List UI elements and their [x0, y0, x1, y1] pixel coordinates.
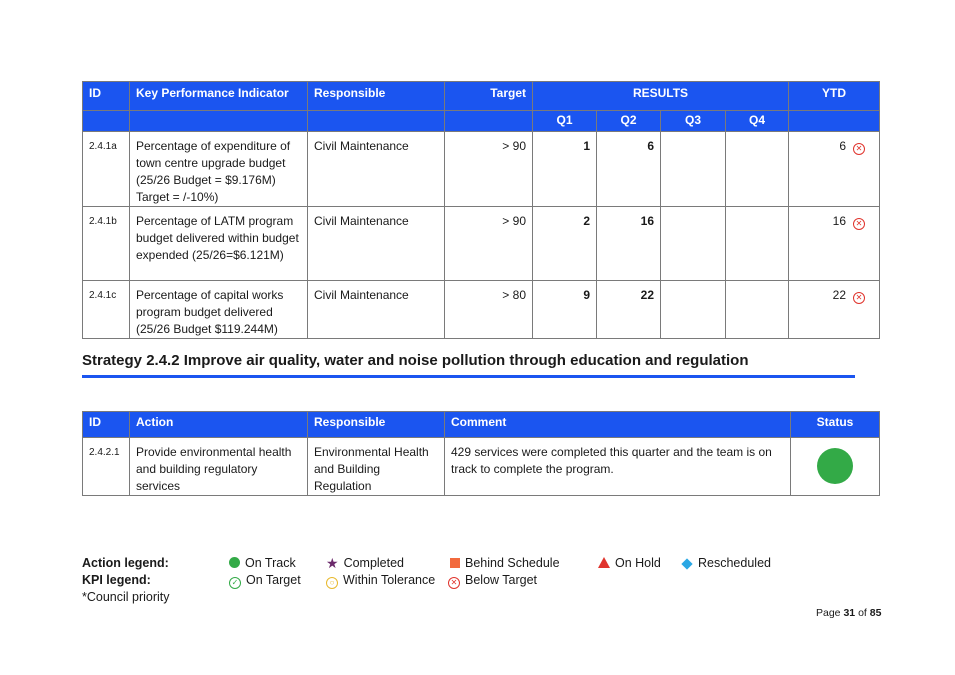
action-header-row: [83, 412, 880, 438]
kpi-target: > 80: [445, 281, 533, 339]
below-target-icon: ✕: [853, 292, 865, 304]
kpi-ytd-cell: [789, 207, 880, 281]
header-q4: Q4: [726, 111, 789, 132]
header-status: Status: [791, 412, 880, 438]
legend-on-target: [229, 573, 301, 589]
header-q3: Q3: [661, 111, 726, 132]
on-target-check-icon: ✓: [229, 577, 241, 589]
kpi-q1: 2: [533, 207, 597, 281]
on-hold-triangle-icon: [598, 557, 610, 568]
kpi-ytd: 16: [832, 214, 846, 228]
kpi-ytd: 22: [832, 288, 846, 302]
legend-rescheduled: [681, 556, 771, 570]
below-target-icon: ✕: [853, 143, 865, 155]
kpi-target: > 90: [445, 207, 533, 281]
table-row: [83, 281, 880, 339]
legend-below-target-label: Below Target: [465, 573, 538, 587]
legend-within-tolerance-label: Within Tolerance: [343, 573, 436, 587]
page-prefix: Page: [816, 607, 841, 619]
subheader-empty: [789, 111, 880, 132]
legend-behind-schedule-label: Behind Schedule: [465, 556, 560, 570]
completed-star-icon: ★: [326, 555, 339, 571]
kpi-table: [82, 81, 880, 339]
table-row: [83, 438, 880, 496]
kpi-q3: [661, 132, 726, 207]
table-row: [83, 207, 880, 281]
strategy-title: Strategy 2.4.2 Improve air quality, water and noise pollution through education and regulation: [82, 352, 749, 369]
kpi-target: > 90: [445, 132, 533, 207]
kpi-description: Percentage of expenditure of town centre upgrade budget (25/26 Budget = $9.176M) Target = /-10%): [130, 132, 308, 207]
within-tolerance-icon: ○: [326, 577, 338, 589]
header-q2: Q2: [597, 111, 661, 132]
legend-on-track: [229, 556, 296, 570]
kpi-ytd-cell: [789, 281, 880, 339]
action-legend-label: Action legend:: [82, 556, 169, 570]
action-responsible: Environmental Health and Building Regulation: [308, 438, 445, 496]
subheader-empty: [308, 111, 445, 132]
action-table: [82, 411, 880, 496]
legend-on-hold: [598, 556, 661, 570]
action-comment: 429 services were completed this quarter and the team is on track to complete the program.: [445, 438, 791, 496]
kpi-responsible: Civil Maintenance: [308, 207, 445, 281]
table-row: [83, 132, 880, 207]
kpi-header-row: [83, 82, 880, 111]
kpi-responsible: Civil Maintenance: [308, 281, 445, 339]
legend-on-hold-label: On Hold: [615, 556, 661, 570]
legend-on-track-label: On Track: [245, 556, 296, 570]
below-target-icon: ✕: [853, 218, 865, 230]
strategy-divider: [82, 375, 855, 378]
kpi-q2: 6: [597, 132, 661, 207]
legend-completed: [326, 556, 404, 570]
kpi-q2: 22: [597, 281, 661, 339]
kpi-description: Percentage of LATM program budget delivered within budget expended (25/26=$6.121M): [130, 207, 308, 281]
kpi-responsible: Civil Maintenance: [308, 132, 445, 207]
legend-below-target: [448, 573, 537, 589]
kpi-description: Percentage of capital works program budget delivered (25/26 Budget $119.244M): [130, 281, 308, 339]
page-current: 31: [843, 607, 856, 619]
page-number: [816, 607, 881, 619]
legend-rescheduled-label: Rescheduled: [698, 556, 771, 570]
header-target: Target: [445, 82, 533, 111]
legend-on-target-label: On Target: [246, 573, 301, 587]
header-action: Action: [130, 412, 308, 438]
kpi-legend-label: KPI legend:: [82, 573, 151, 587]
legend-behind-schedule: [450, 556, 560, 570]
legend-within-tolerance: [326, 573, 435, 589]
kpi-q1: 9: [533, 281, 597, 339]
page-total: 85: [869, 607, 882, 619]
page-of: of: [858, 607, 867, 619]
subheader-empty: [130, 111, 308, 132]
kpi-id: 2.4.1c: [83, 281, 130, 339]
kpi-ytd-cell: [789, 132, 880, 207]
kpi-q3: [661, 207, 726, 281]
below-target-icon: ✕: [448, 577, 460, 589]
kpi-subheader-row: [83, 111, 880, 132]
header-comment: Comment: [445, 412, 791, 438]
behind-schedule-icon: [450, 558, 460, 568]
header-results: RESULTS: [533, 82, 789, 111]
action-description: Provide environmental health and building regulatory services: [130, 438, 308, 496]
header-responsible: Responsible: [308, 82, 445, 111]
header-kpi: Key Performance Indicator: [130, 82, 308, 111]
on-track-status-icon: [817, 448, 853, 484]
on-track-icon: [229, 557, 240, 568]
subheader-empty: [445, 111, 533, 132]
header-id: ID: [83, 412, 130, 438]
header-responsible: Responsible: [308, 412, 445, 438]
kpi-id: 2.4.1b: [83, 207, 130, 281]
kpi-q3: [661, 281, 726, 339]
council-priority-note: *Council priority: [82, 590, 170, 604]
kpi-q1: 1: [533, 132, 597, 207]
legend-completed-label: Completed: [343, 556, 405, 570]
subheader-empty: [83, 111, 130, 132]
action-status-cell: [791, 438, 880, 496]
kpi-q4: [726, 207, 789, 281]
header-id: ID: [83, 82, 130, 111]
rescheduled-diamond-icon: [681, 558, 692, 569]
kpi-q4: [726, 281, 789, 339]
kpi-ytd: 6: [839, 139, 846, 153]
action-id: 2.4.2.1: [83, 438, 130, 496]
kpi-q4: [726, 132, 789, 207]
kpi-q2: 16: [597, 207, 661, 281]
header-q1: Q1: [533, 111, 597, 132]
header-ytd: YTD: [789, 82, 880, 111]
kpi-id: 2.4.1a: [83, 132, 130, 207]
